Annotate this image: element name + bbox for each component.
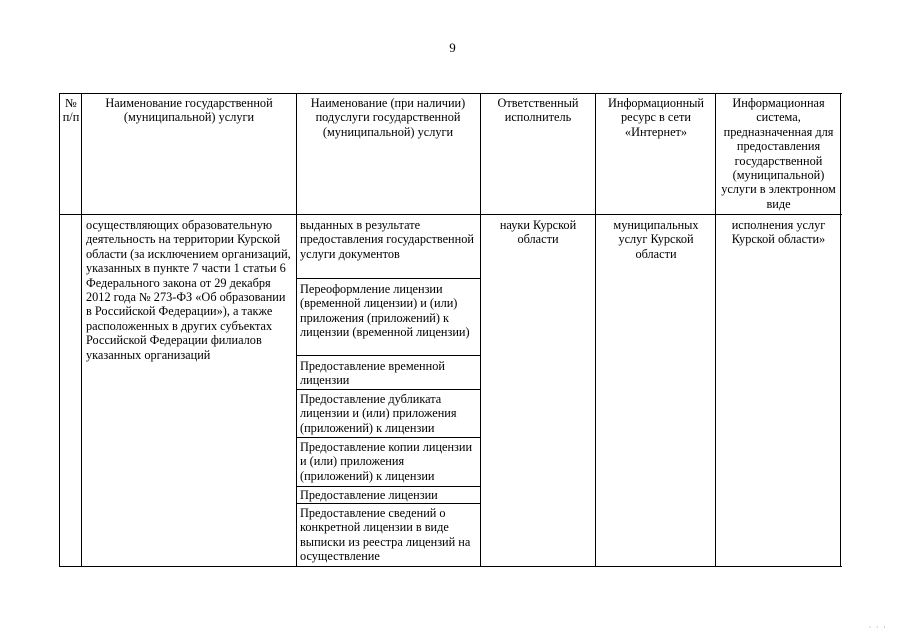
subservice-divider	[297, 503, 480, 504]
subservice-item: Предоставление копии лицензии и (или) приложения (приложений) к лицензии	[300, 440, 473, 483]
responsible-executor: науки Курской области	[499, 218, 577, 247]
column-divider	[480, 93, 481, 567]
column-divider	[715, 93, 716, 567]
subservice-divider	[297, 278, 480, 279]
subservice-divider	[297, 355, 480, 356]
subservice-divider	[297, 486, 480, 487]
header-subservice-name: Наименование (при наличии) подуслуги государственной (муниципальной) услуги	[310, 96, 466, 139]
scan-artifact: · · ·	[868, 622, 887, 632]
header-number: № п/п	[62, 96, 80, 125]
page-number: 9	[449, 40, 456, 55]
subservice-item: выданных в результате предоставления государственной услуги документов	[300, 218, 474, 261]
column-divider	[81, 93, 82, 567]
header-responsible: Ответственный исполнитель	[497, 96, 579, 125]
subservice-item: Предоставление временной лицензии	[300, 359, 445, 388]
subservice-item: Предоставление сведений о конкретной лицензии в виде выписки из реестра лицензий на осуществление	[300, 506, 471, 564]
internet-resource: муниципальных услуг Курской области	[613, 218, 699, 261]
subservice-item: Предоставление лицензии	[300, 488, 438, 502]
column-divider	[595, 93, 596, 567]
table-bottom-border	[59, 566, 842, 567]
service-name: осуществляющих образовательную деятельность на территории Курской области (за исключением организаций, указанных в пункте 7 части 1 статьи 6 Федерального закона от 29 декабря 2012 года № 273-ФЗ «Об образовании в Российской Федерации»), а также расположенных в других субъектах Российской Федерации филиалов указанных организаций	[86, 218, 291, 362]
subservice-divider	[297, 389, 480, 390]
subservice-item: Переоформление лицензии (временной лицензии) и (или) приложения (приложений) к лицензии (временной лицензии)	[300, 282, 470, 340]
column-divider	[296, 93, 297, 567]
header-internet-resource: Информационный ресурс в сети «Интернет»	[607, 96, 704, 139]
header-service-name: Наименование государственной (муниципальной) услуги	[105, 96, 273, 125]
column-divider	[840, 93, 841, 567]
subservice-item: Предоставление дубликата лицензии и (или) приложения (приложений) к лицензии	[300, 392, 457, 435]
header-divider	[59, 214, 842, 215]
header-info-system: Информационная система, предназначенная для предоставления государственной (муниципальной) услуги в электронном виде	[721, 96, 836, 211]
subservice-divider	[297, 437, 480, 438]
info-system: исполнения услуг Курской области»	[731, 218, 826, 247]
